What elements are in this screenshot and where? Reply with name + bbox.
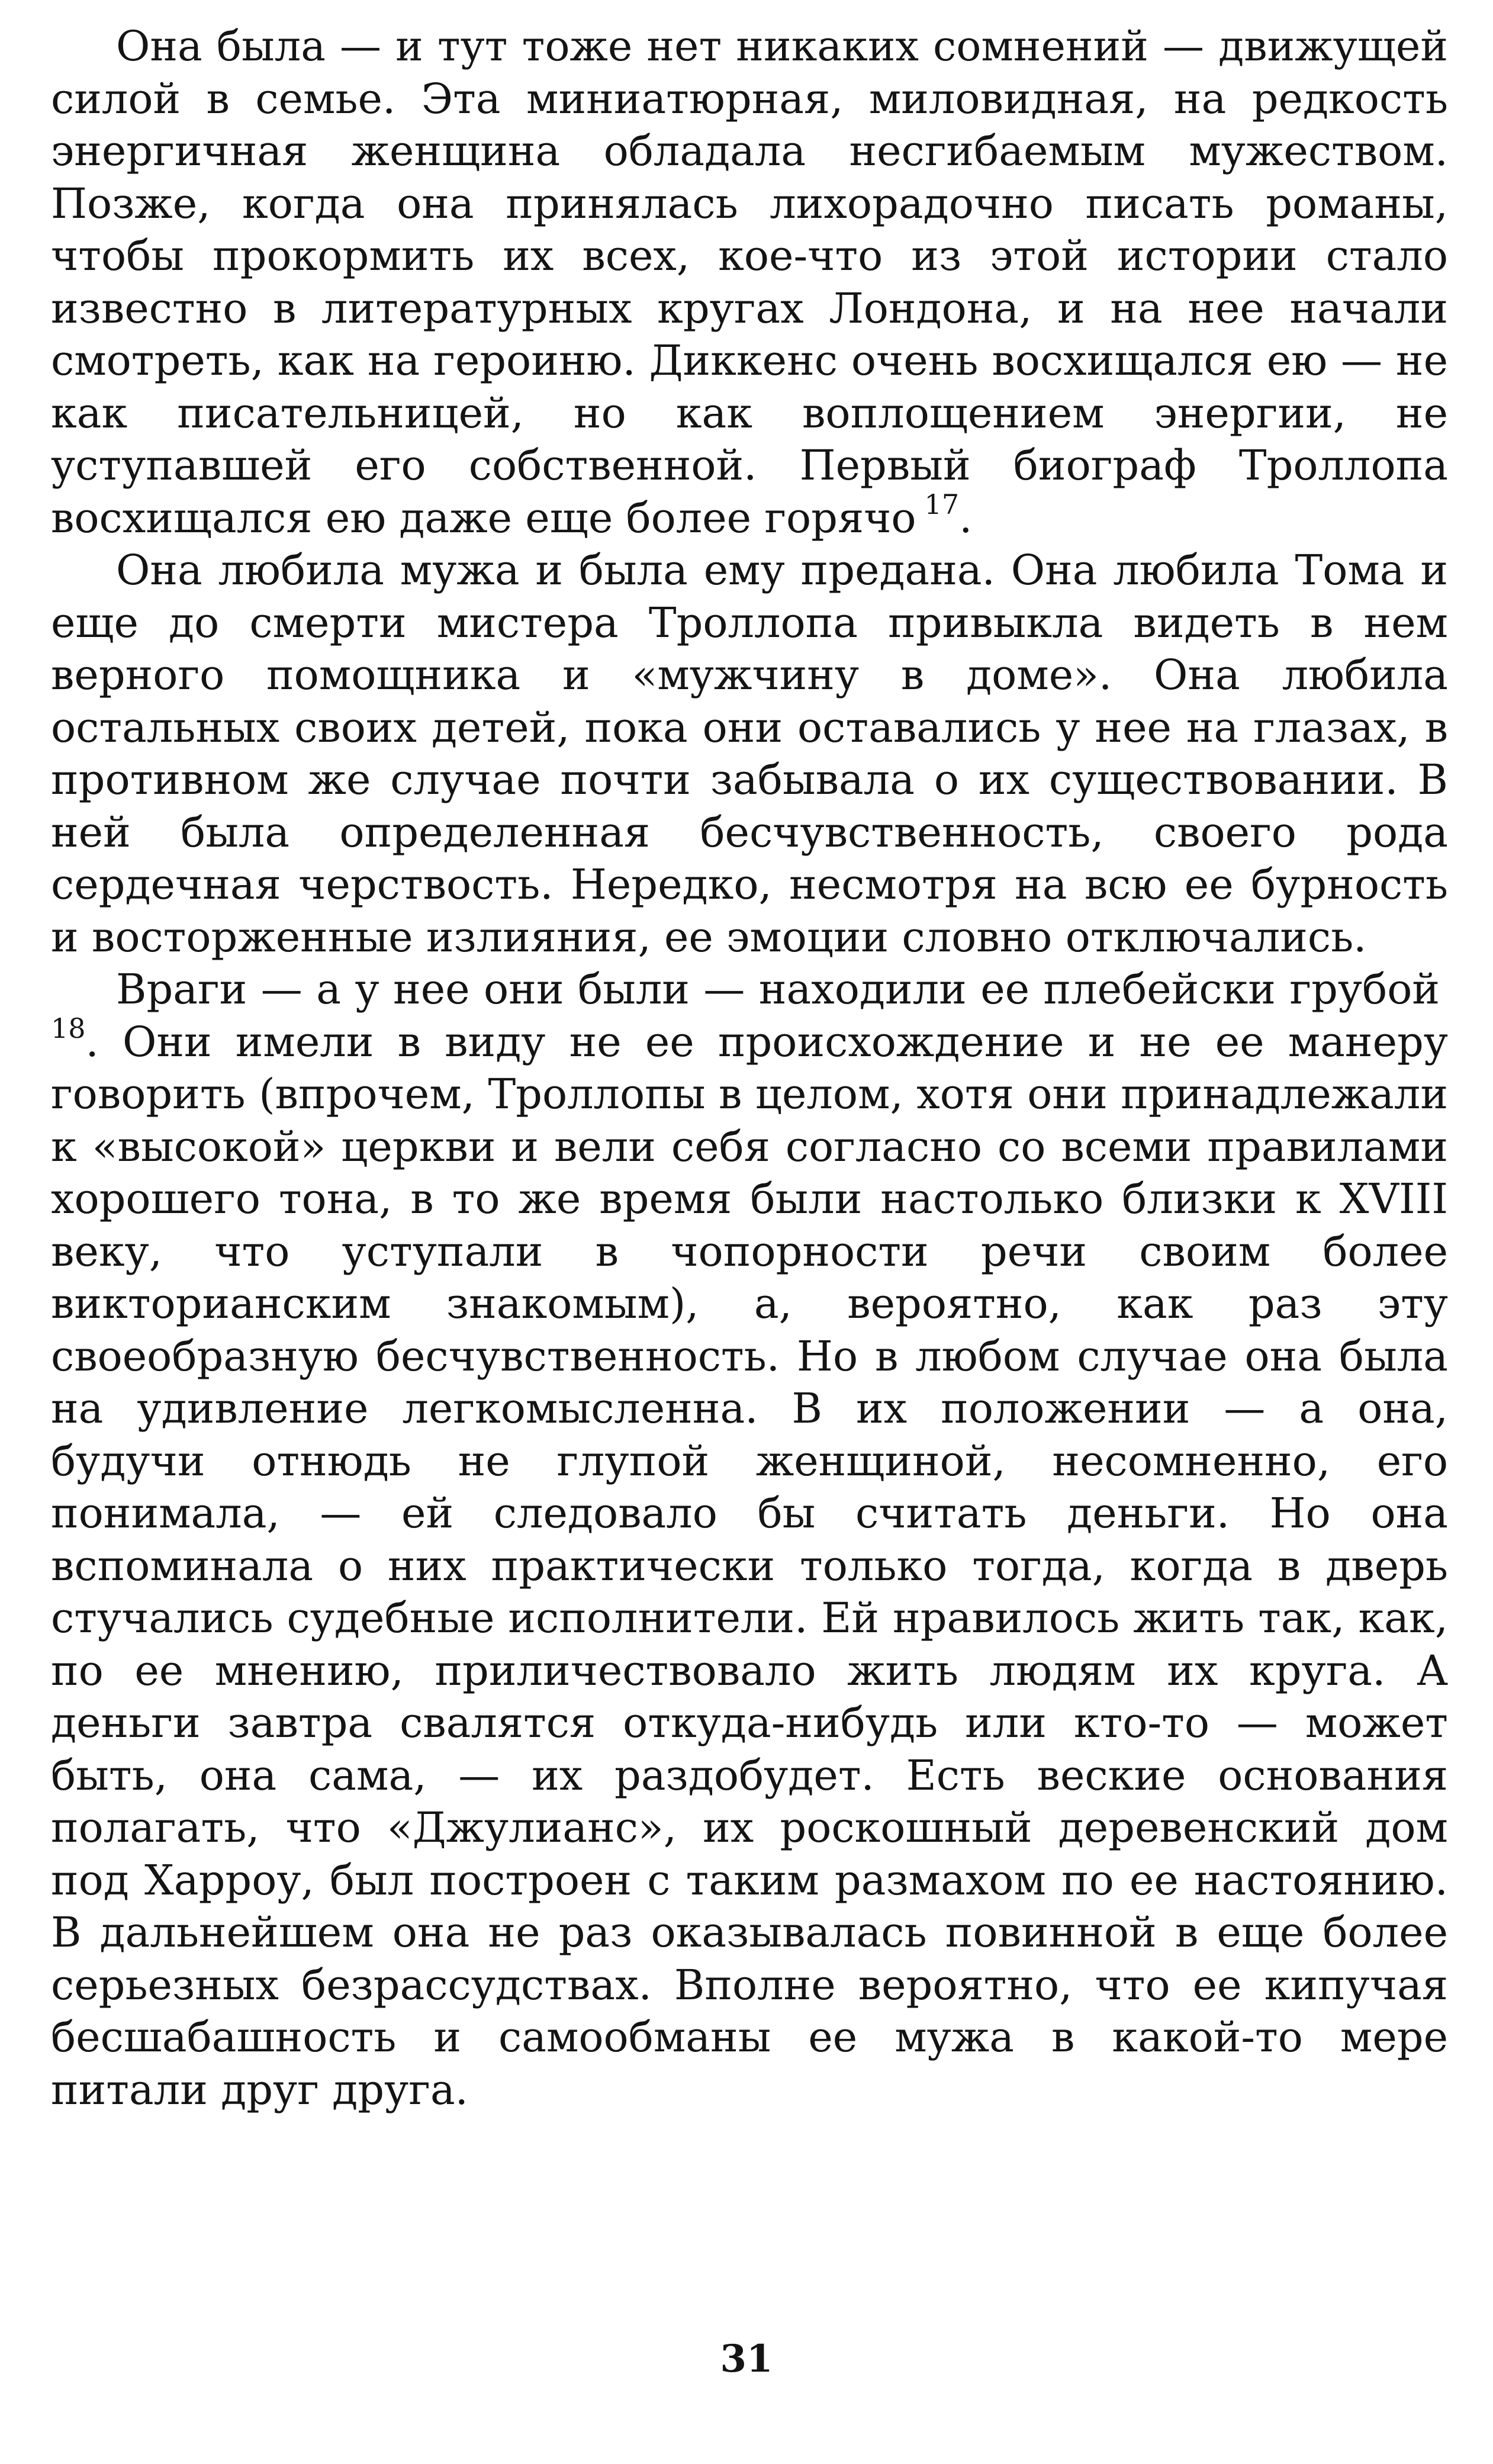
footnote-ref-17: 17 — [924, 488, 960, 521]
paragraph-1-text: Она была — и тут тоже нет никаких сомнений — движущей силой в семье. Эта миниатюрная, миловидная, на редкость энергичная женщина обладала несгибаемым мужеством. Позже, когда она принялась лихорадочно писать романы, чтобы прокормить их всех, кое-что из этой истории стало известно в литературных кругах Лондона, и на нее начали смотреть, как на героиню. Диккенс очень восхищался ею — не как писательницей, но как воплощением энергии, не уступавшей его собственной. Первый биограф Троллопа восхищался ею даже еще более горячо — [51, 22, 1448, 542]
footnote-ref-18: 18 — [51, 1012, 86, 1045]
paragraph-2 — [51, 544, 1448, 963]
paragraph-1-end: . — [959, 493, 973, 542]
paragraph-3-rest: . Они имели в виду не ее происхождение и не ее манеру говорить (впрочем, Троллопы в целом, хотя они принадлежали к «высокой» церкви и вели себя согласно со всеми правилами хорошего тона, в то же время были настолько близки к XVIII веку, что уступали в чопорности речи своим более викторианским знакомым), а, вероятно, как раз эту своеобразную бесчувственность. Но в любом случае она была на удивление легкомысленна. В их положении — а она, будучи отнюдь не глупой женщиной, несомненно, его понимала, — ей следовало бы считать деньги. Но она вспоминала о них практически только тогда, когда в дверь стучались судебные исполнители. Ей нравилось жить так, как, по ее мнению, приличествовало жить людям их круга. А деньги завтра свалятся откуда-нибудь или кто-то — может быть, она сама, — их раздобудет. Есть веские основания полагать, что «Джулианс», их роскошный деревенский дом под Харроу, был построен с таким размахом по ее настоянию. В дальнейшем она не раз оказывалась повинной в еще более серьезных безрассудствах. Вполне вероятно, что ее кипучая бесшабашность и самообманы ее мужа в какой-то мере питали друг друга. — [51, 1017, 1448, 2114]
paragraph-3-text: Враги — а у нее они были — находили ее плебейски грубой — [116, 965, 1440, 1014]
paragraph-2-text: Она любила мужа и была ему предана. Она любила Тома и еще до смерти мистера Троллопа привыкла видеть в нем верного помощника и «мужчину в доме». Она любила остальных своих детей, пока они оставались у нее на глазах, в противном же случае почти забывала о их существовании. В ней была определенная бесчувственность, своего рода сердечная черствость. Нередко, несмотря на всю ее бурность и восторженные излияния, ее эмоции словно отключались. — [51, 546, 1448, 961]
paragraph-3 — [51, 963, 1448, 2116]
page-number: 31 — [720, 2337, 773, 2381]
paragraph-1 — [51, 20, 1448, 544]
body-text — [51, 20, 1448, 2116]
